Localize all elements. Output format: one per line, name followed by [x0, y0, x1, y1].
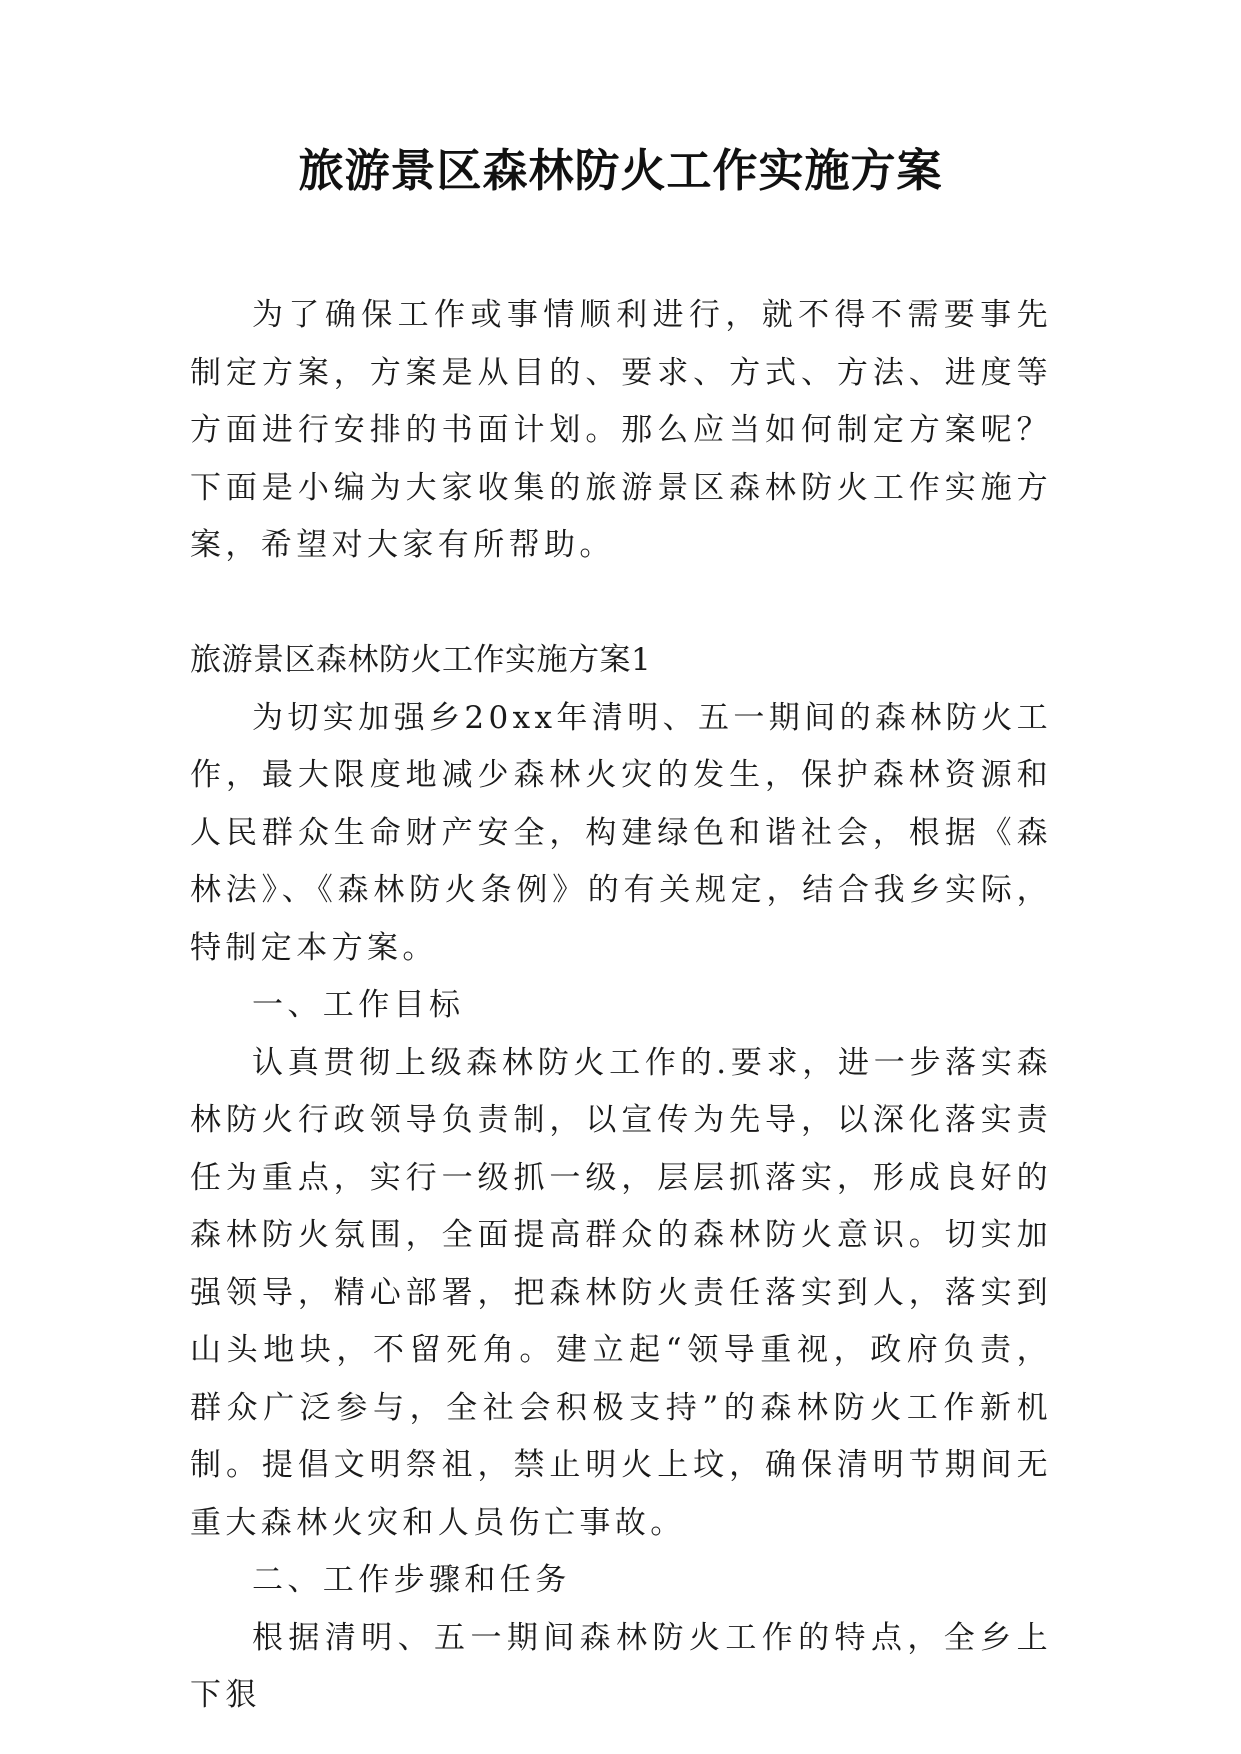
intro-paragraph: 为了确保工作或事情顺利进行，就不得不需要事先制定方案，方案是从目的、要求、方式、方法、进度等方面进行安排的书面计划。那么应当如何制定方案呢？下面是小编为大家收集的旅游景区森林防火工作实施方案，希望对大家有所帮助。: [190, 297, 1052, 563]
section-heading: 旅游景区森林防火工作实施方案1: [190, 642, 652, 678]
subheading-work-steps: 二、工作步骤和任务: [252, 1562, 571, 1598]
body-paragraph: 为切实加强乡20xx年清明、五一期间的森林防火工作，最大限度地减少森林火灾的发生，保护森林资源和人民群众生命财产安全，构建绿色和谐社会，根据《森林法》、《森林防火条例》的有关规定，结合我乡实际，特制定本方案。: [190, 699, 1053, 966]
body-paragraph: 认真贯彻上级森林防火工作的.要求，进一步落实森林防火行政领导负责制，以宣传为先导，以深化落实责任为重点，实行一级抓一级，层层抓落实，形成良好的森林防火氛围，全面提高群众的森林防火意识。切实加强领导，精心部署，把森林防火责任落实到人，落实到山头地块，不留死角。建立起“领导重视，政府负责，群众广泛参与，全社会积极支持”的森林防火工作新机制。提倡文明祭祖，禁止明火上坟，确保清明节期间无重大森林火灾和人员伤亡事故。: [190, 1044, 1052, 1541]
subheading-work-goals: 一、工作目标: [252, 987, 465, 1023]
body-paragraph: 根据清明、五一期间森林防火工作的特点，全乡上下狠: [190, 1619, 1052, 1713]
section-block: [190, 632, 1052, 1725]
intro-block: [190, 287, 1052, 575]
document-title: 旅游景区森林防火工作实施方案: [298, 144, 943, 197]
